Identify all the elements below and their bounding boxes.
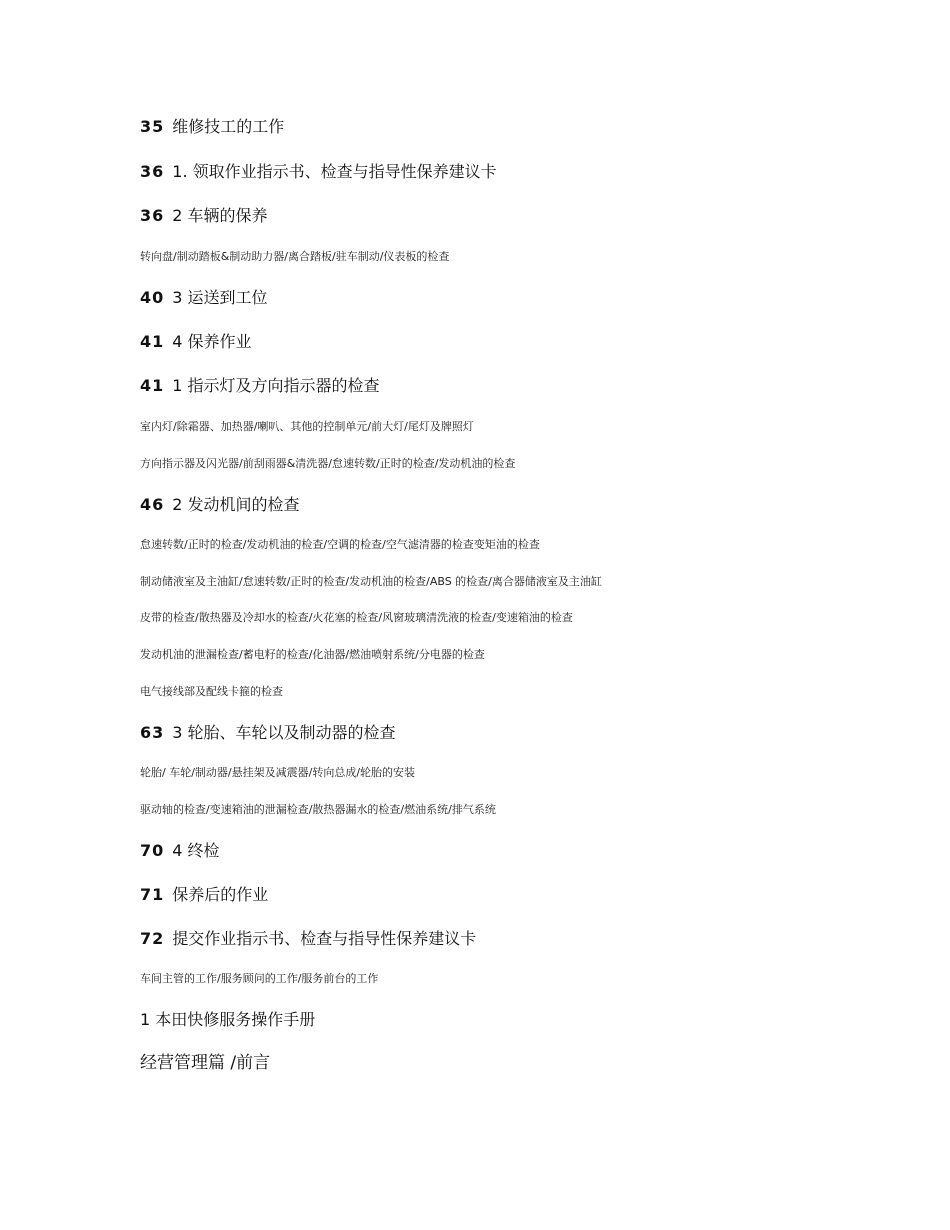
toc-page-number: 46 bbox=[140, 495, 165, 514]
toc-heading-text: 2 发动机间的检查 bbox=[172, 495, 300, 514]
toc-subitems: 制动储液室及主油缸/怠速转数/正时的检查/发动机油的检查/ABS 的检查/离合器储液室及主油缸 bbox=[140, 575, 602, 588]
toc-heading-text: 4 保养作业 bbox=[172, 332, 252, 351]
toc-page-number: 70 bbox=[140, 841, 165, 860]
toc-heading-text: 1. 领取作业指示书、检查与指导性保养建议卡 bbox=[172, 162, 497, 181]
toc-subitems: 车间主管的工作/服务顾问的工作/服务前台的工作 bbox=[140, 972, 379, 985]
toc-subitems: 发动机油的泄漏检查/蓄电籽的检查/化油器/燃油喷射系统/分电器的检查 bbox=[140, 648, 485, 661]
toc-subitems: 驱动轴的检查/变速箱油的泄漏检查/散热器漏水的检查/燃油系统/排气系统 bbox=[140, 803, 496, 816]
toc-heading-text: 1 指示灯及方向指示器的检查 bbox=[172, 376, 380, 395]
toc-page-number: 41 bbox=[140, 376, 165, 395]
toc-subitems: 怠速转数/正时的检查/发动机油的检查/空调的检查/空气滤清器的检查变矩油的检查 bbox=[140, 538, 540, 551]
toc-subitems: 方向指示器及闪光器/前刮雨器&清洗器/怠速转数/正时的检查/发动机油的检查 bbox=[140, 457, 516, 470]
toc-subitems: 转向盘/制动踏板&制动助力器/离合踏板/驻车制动/仪表板的检查 bbox=[140, 250, 450, 263]
toc-page-number: 36 bbox=[140, 206, 165, 225]
toc-heading-text: 提交作业指示书、检查与指导性保养建议卡 bbox=[172, 929, 477, 948]
toc-heading-text: 2 车辆的保养 bbox=[172, 206, 268, 225]
toc-heading bbox=[140, 843, 220, 859]
toc-subitems: 皮带的检查/散热器及冷却水的检查/火花塞的检查/风窗玻璃清洗液的检查/变速箱油的检查 bbox=[140, 611, 573, 624]
toc-heading bbox=[140, 887, 268, 903]
toc-page-number: 72 bbox=[140, 929, 165, 948]
toc-heading bbox=[140, 334, 252, 350]
toc-page-number: 71 bbox=[140, 885, 165, 904]
toc-page-number: 40 bbox=[140, 288, 165, 307]
toc-heading-text: 3 轮胎、车轮以及制动器的检查 bbox=[172, 723, 396, 742]
toc-heading bbox=[140, 208, 268, 224]
toc-subitems: 室内灯/除霜器、加热器/喇叭、其他的控制单元/前大灯/尾灯及牌照灯 bbox=[140, 420, 474, 433]
toc-heading-text: 3 运送到工位 bbox=[172, 288, 268, 307]
toc-heading bbox=[140, 378, 380, 394]
toc-heading bbox=[140, 725, 396, 741]
toc-subitems: 电气接线部及配线卡箍的检查 bbox=[140, 685, 283, 698]
toc-heading bbox=[140, 931, 476, 947]
toc-heading-text: 保养后的作业 bbox=[172, 885, 269, 904]
toc-heading-text: 4 终检 bbox=[172, 841, 220, 860]
toc-page-number: 41 bbox=[140, 332, 165, 351]
manual-title: 1 本田快修服务操作手册 bbox=[140, 1010, 316, 1029]
toc-heading bbox=[140, 290, 268, 306]
toc-page-number: 63 bbox=[140, 723, 165, 742]
toc-subitems: 轮胎/ 车轮/制动器/悬挂架及减震器/转向总成/轮胎的安装 bbox=[140, 766, 416, 779]
section-title: 经营管理篇 /前言 bbox=[140, 1053, 271, 1073]
toc-heading bbox=[140, 497, 300, 513]
toc-heading bbox=[140, 119, 284, 135]
toc-heading-text: 维修技工的工作 bbox=[172, 117, 285, 136]
toc-page-number: 35 bbox=[140, 117, 165, 136]
toc-heading bbox=[140, 164, 497, 180]
toc-page-number: 36 bbox=[140, 162, 165, 181]
